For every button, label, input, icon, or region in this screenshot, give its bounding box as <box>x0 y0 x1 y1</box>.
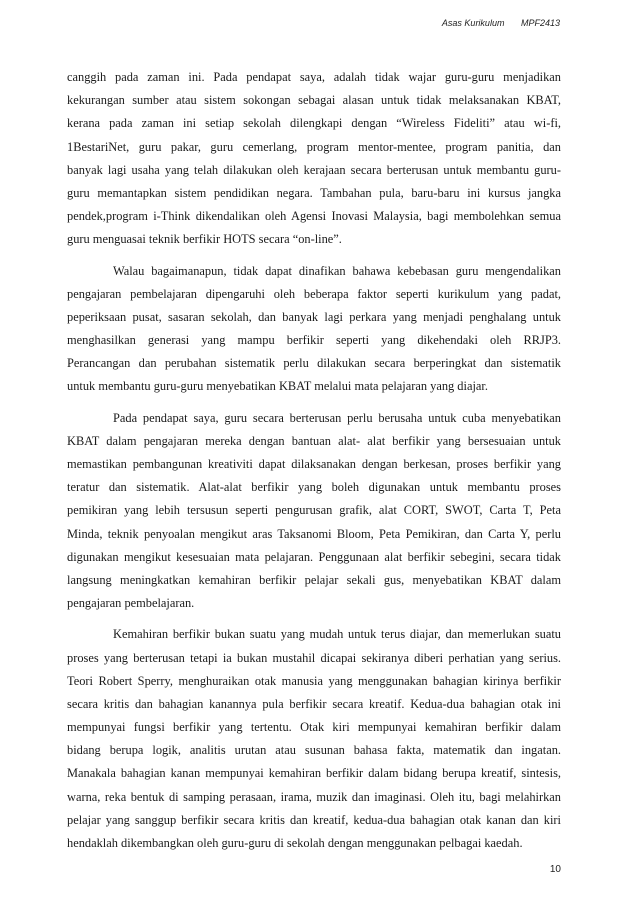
text-line: digunakan mengikut kesesuaian mata pelajaran. Penggunaan alat berfikir sebegini, secara tidak <box>67 549 561 564</box>
text-line: mempunyai fungsi berfikir yang tertentu. Otak kiri mempunyai kemahiran berfikir dalam <box>67 720 561 735</box>
paragraph <box>67 407 561 616</box>
text-line: pendek,program i-Think dikendalikan oleh Agensi Inovasi Malaysia, bagi membolehkan semua <box>67 209 561 224</box>
paragraph <box>67 623 561 855</box>
text-line: KBAT dalam pengajaran mereka dengan bantuan alat- alat berfikir yang bersesuaian untuk <box>67 433 561 448</box>
text-line: 1BestariNet, guru pakar, guru cemerlang, program mentor-mentee, program panitia, dan <box>67 139 561 154</box>
paragraph <box>67 260 561 399</box>
text-line: pemikiran yang lebih tersusun seperti pengurusan grafik, alat CORT, SWOT, Carta T, Peta <box>67 503 561 518</box>
text-line: Pada pendapat saya, guru secara berterusan perlu berusaha untuk cuba menyebatikan <box>113 410 561 425</box>
text-line: proses yang berterusan tetapi ia bukan mustahil dicapai sekiranya diberi perhatian yang serius. <box>67 650 561 665</box>
text-line: kekurangan sumber atau sistem sokongan sebagai alasan untuk tidak melaksanakan KBAT, <box>67 93 561 108</box>
text-line: banyak lagi usaha yang telah dilakukan oleh kerajaan secara berterusan untuk membantu guru- <box>67 162 561 177</box>
text-line: bidang berupa logik, analitis urutan atau susunan bahasa fakta, matematik dan ingatan. <box>67 743 561 758</box>
text-line: guru memantapkan sistem pendidikan negara. Tambahan pula, baru-baru ini kursus jangka <box>67 185 561 200</box>
text-line: kerana pada zaman ini setiap sekolah dilengkapi dengan “Wireless Fideliti” atau wi-fi, <box>67 116 561 131</box>
course-title: Asas Kurikulum <box>441 18 505 28</box>
text-line: Minda, teknik penyoalan mengikut aras Taksanomi Bloom, Peta Pemikiran, dan Carta Y, perlu <box>67 526 561 541</box>
text-line: canggih pada zaman ini. Pada pendapat saya, adalah tidak wajar guru-guru menjadikan <box>67 70 561 84</box>
text-line: pengajaran pembelajaran. <box>67 596 195 611</box>
text-line: Kemahiran berfikir bukan suatu yang mudah untuk terus diajar, dan memerlukan suatu <box>113 627 561 642</box>
text-line: peperiksaan pusat, sasaran sekolah, dan banyak lagi perkara yang menjadi penghalang untuk <box>67 309 561 324</box>
text-line: guru menguasai teknik berfikir HOTS secara “on-line”. <box>67 232 342 247</box>
text-line: hendaklah dikembangkan oleh guru-guru di sekolah dengan menggunakan pelbagai kaedah. <box>67 836 523 850</box>
text-line: Teori Robert Sperry, menghuraikan otak manusia yang menggunakan bahagian kirinya berfikir <box>67 673 561 688</box>
document-body <box>67 66 561 863</box>
text-line: teratur dan sistematik. Alat-alat berfikir yang boleh digunakan untuk membantu proses <box>67 480 561 495</box>
text-line: menghasilkan generasi yang mampu berfikir seperti yang dikehendaki oleh RRJP3. <box>67 333 561 348</box>
text-line: Manakala bahagian kanan mempunyai kemahiran berfikir dalam bidang berupa kreatif, sintesis, <box>67 766 561 781</box>
text-line: Walau bagaimanapun, tidak dapat dinafikan bahawa kebebasan guru mengendalikan <box>113 263 561 278</box>
text-line: warna, reka bentuk di samping perasaan, irama, muzik dan imaginasi. Oleh itu, bagi melahirkan <box>67 789 561 804</box>
paragraph <box>67 66 561 252</box>
page-header <box>442 18 560 28</box>
page-number: 10 <box>549 864 561 875</box>
text-line: secara kritis dan bahagian kanannya pula berfikir secara kreatif. Kedua-dua bahagian otak ini <box>67 696 561 711</box>
text-line: langsung meningkatkan kemahiran berfikir pelajar sekali gus, menyebatikan KBAT dalam <box>67 572 561 587</box>
text-line: pengajaran pembelajaran dipengaruhi oleh beberapa faktor seperti kurikulum yang padat, <box>67 286 561 301</box>
text-line: untuk membantu guru-guru menyebatikan KBAT melalui mata pelajaran yang diajar. <box>67 379 488 394</box>
text-line: Perancangan dan perubahan sistematik perlu dilakukan secara berperingkat dan sistematik <box>67 356 561 371</box>
text-line: pelajar yang sanggup berfikir secara kritis dan kreatif, kedua-dua bahagian otak kanan dan kiri <box>67 812 561 827</box>
course-code: MPF2413 <box>520 18 560 28</box>
text-line: memastikan pembangunan kreativiti dapat dilaksanakan dengan berkesan, proses berfikir yang <box>67 457 561 471</box>
